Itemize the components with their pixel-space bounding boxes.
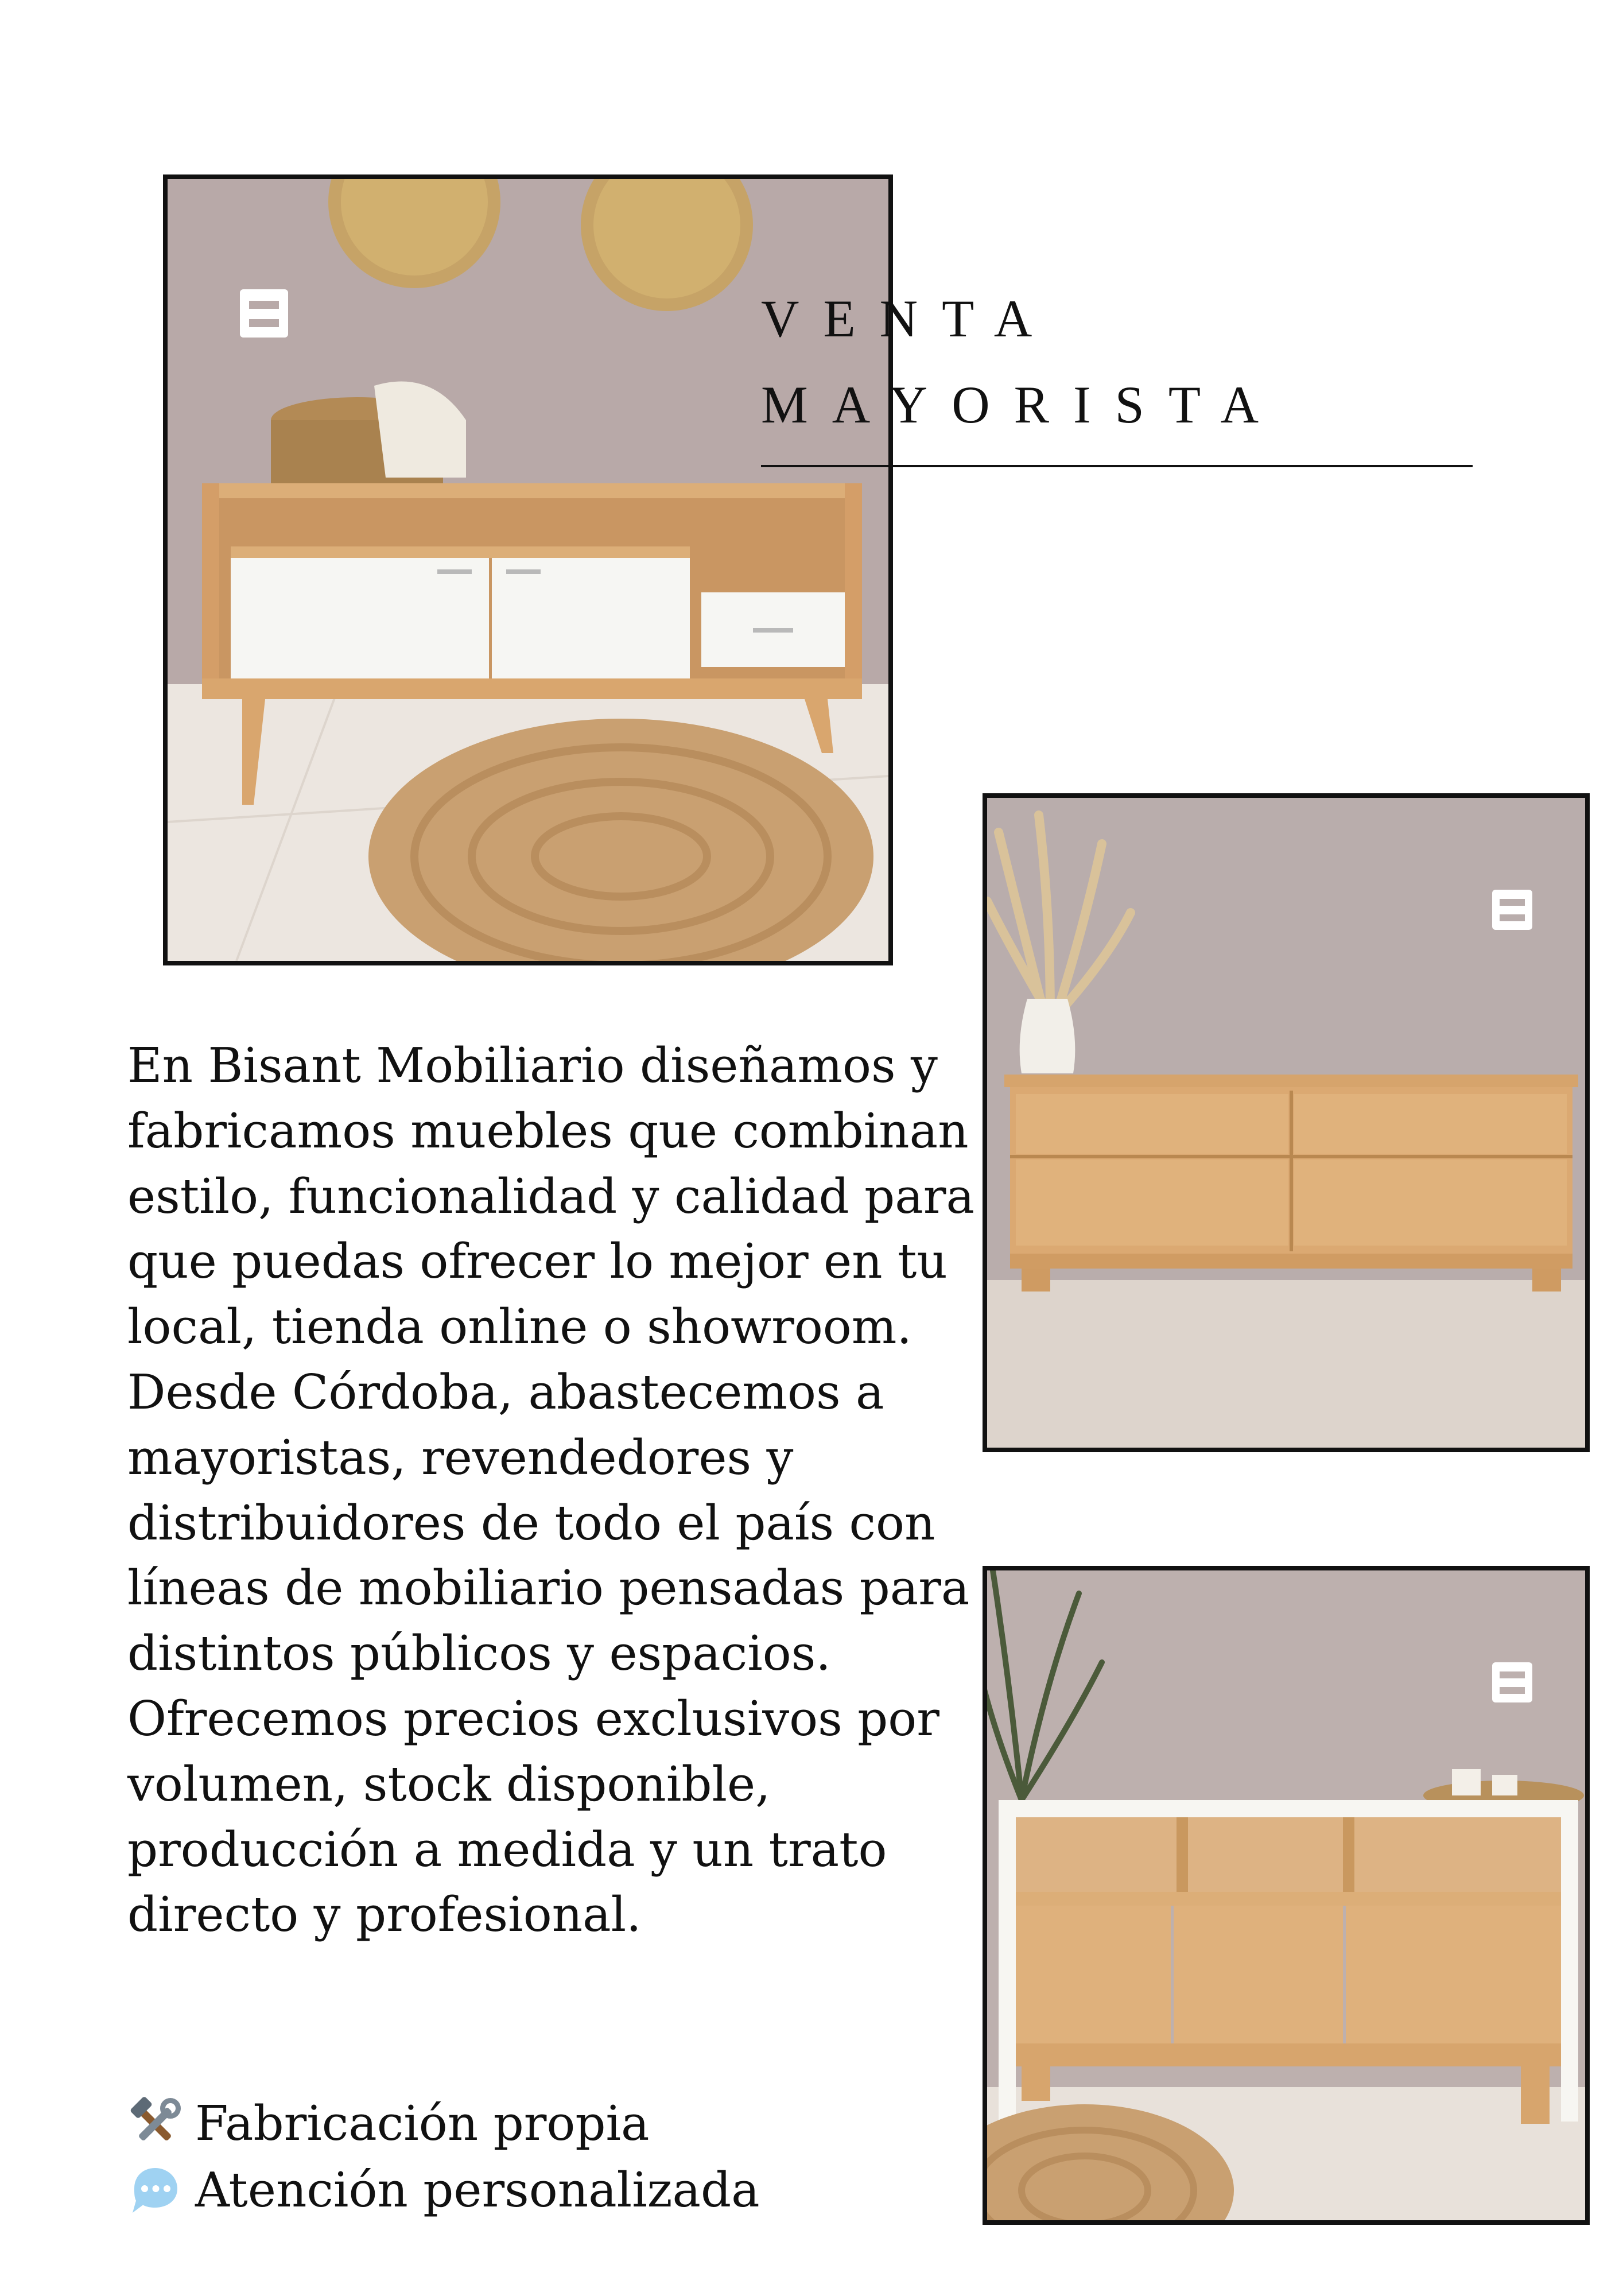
title-line-mayorista: MAYORISTA (761, 375, 1283, 434)
brand-logo-icon (1492, 1662, 1532, 1702)
title-line-venta: VENTA (761, 289, 1057, 348)
product-photo-wood-dresser (983, 793, 1590, 1452)
feature-item-atencion (127, 2158, 760, 2223)
feature-item-fabricacion (127, 2092, 650, 2156)
brand-logo-icon (240, 289, 288, 338)
product-photo-white-frame-sideboard (983, 1566, 1590, 2225)
title-block (761, 276, 1283, 448)
speech-bubble-icon (127, 2163, 183, 2218)
feature-label-fabricacion: Fabricación propia (195, 2096, 650, 2151)
brand-logo-icon (1492, 890, 1532, 930)
intro-paragraph: En Bisant Mobiliario diseñamos y fabricamos muebles que combinan estilo, funcionalidad y calidad para que puedas ofrecer lo mejor en tu local, tienda online o showroom. Desde Córdoba, abastecemos a mayoristas, revendedores y distribuidores de todo el país con líneas de mobiliario pensadas para distintos públicos y espacios. Ofrecemos precios exclusivos por volumen, stock disponible, producción a medida y un trato directo y profesional. (127, 1038, 974, 1943)
feature-label-atencion: Atención personalizada (195, 2162, 760, 2218)
title-divider (761, 465, 1473, 467)
hammer-wrench-icon (127, 2096, 183, 2151)
